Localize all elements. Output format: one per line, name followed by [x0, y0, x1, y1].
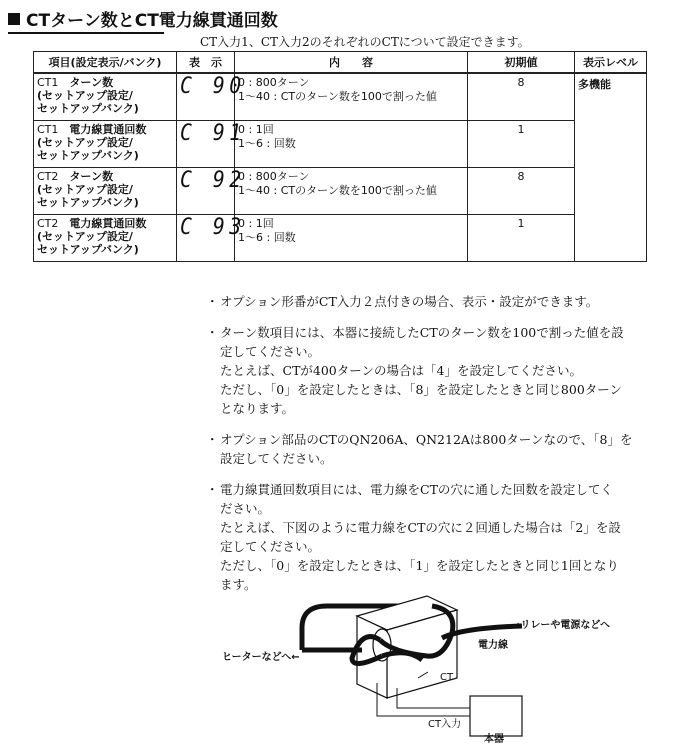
table-row — [34, 168, 647, 215]
item-cell — [34, 73, 177, 121]
bullet-icon: ・ — [206, 432, 219, 447]
initial-value: 8 — [468, 168, 575, 215]
notes-list — [206, 292, 676, 606]
note-line: ただし、「0」を設定したときは、「8」を設定したときと同じ800ターン — [220, 382, 623, 397]
note-line: ます。 — [220, 577, 257, 592]
note-item — [206, 292, 676, 311]
display-level: 多機能 — [575, 73, 647, 262]
content-line: 0 : 800ターン — [238, 170, 310, 183]
note-line: 電力線貫通回数項目には、電力線をCTの穴に通した回数を設定してく — [220, 482, 613, 497]
note-line: オプション形番がCT入力２点付きの場合、表示・設定ができます。 — [220, 294, 599, 309]
display-cell — [177, 73, 246, 121]
item-bank: (セットアップ設定/ — [37, 230, 133, 243]
ct-label: CT1 — [37, 76, 59, 89]
table-row — [34, 73, 647, 121]
content-cell — [235, 121, 468, 168]
content-cell — [235, 73, 468, 121]
initial-value: 1 — [468, 215, 575, 262]
bullet-icon: ・ — [206, 325, 219, 340]
settings-table — [33, 51, 647, 262]
powerline-label: 電力線 — [478, 640, 508, 651]
item-bank: セットアップバンク) — [37, 243, 139, 256]
content-line: 1～6 : 回数 — [238, 137, 296, 150]
note-line: ターン数項目には、本器に接続したCTのターン数を100で割った値を設 — [220, 325, 624, 340]
display-cell — [177, 121, 246, 168]
item-bank: (セットアップ設定/ — [37, 183, 133, 196]
note-line: 定してください。 — [220, 539, 321, 554]
title-underline — [8, 32, 164, 34]
content-line: 0 : 800ターン — [238, 76, 310, 89]
note-line: となります。 — [220, 401, 295, 416]
note-line: たとえば、下図のように電力線をCTの穴に２回通した場合は「2」を設 — [220, 520, 621, 535]
ct-wiring-diagram — [222, 588, 642, 743]
segment-display: C 93 — [180, 215, 246, 240]
bullet-icon: ・ — [206, 294, 219, 309]
note-line: ただし、「0」を設定したときは、「1」を設定したときと同じ1回となり — [220, 558, 619, 573]
table-header-row — [34, 52, 647, 74]
header-content: 内 容 — [235, 52, 468, 74]
item-cell — [34, 121, 177, 168]
table-row — [34, 121, 647, 168]
header-item: 項目(設定表示/バンク) — [34, 52, 177, 74]
item-name: ターン数 — [69, 76, 114, 89]
relay-label: →リレーや電源などへ — [512, 620, 610, 631]
item-bank: (セットアップ設定/ — [37, 89, 133, 102]
content-line: 0 : 1回 — [238, 217, 274, 230]
item-cell — [34, 215, 177, 262]
ct-label: CT2 — [37, 217, 59, 230]
item-bank: (セットアップ設定/ — [37, 136, 133, 149]
item-bank: セットアップバンク) — [37, 149, 139, 162]
note-line: たとえば、CTが400ターンの場合は「4」を設定してください。 — [220, 363, 582, 378]
note-item — [206, 323, 676, 418]
item-name: 電力線貫通回数 — [69, 217, 147, 230]
segment-display: C 91 — [180, 121, 246, 146]
note-item — [206, 480, 676, 594]
device-label: 本器 — [484, 734, 504, 745]
note-line: ださい。 — [220, 501, 271, 516]
subtitle: CT入力1、CT入力2のそれぞれのCTについて設定できます。 — [200, 35, 530, 49]
bullet-icon: ・ — [206, 482, 219, 497]
content-cell — [235, 168, 468, 215]
item-bank: セットアップバンク) — [37, 102, 139, 115]
note-item — [206, 430, 676, 468]
header-initial: 初期値 — [468, 52, 575, 74]
content-cell — [235, 215, 468, 262]
content-line: 1～40 : CTのターン数を100で割った値 — [238, 90, 437, 103]
segment-display: C 90 — [180, 74, 246, 99]
item-name: 電力線貫通回数 — [69, 123, 147, 136]
ct-label: CT1 — [37, 123, 59, 136]
note-line: 設定してください。 — [220, 451, 333, 466]
header-level: 表示レベル — [575, 52, 647, 74]
section-title — [8, 6, 278, 31]
note-line: オプション部品のCTのQN206A、QN212Aは800ターンなので、「8」を — [220, 432, 633, 447]
item-cell — [34, 168, 177, 215]
header-display: 表 示 — [177, 52, 235, 74]
ct-label: CT2 — [37, 170, 59, 183]
title-square-icon — [8, 13, 20, 25]
content-line: 1～40 : CTのターン数を100で割った値 — [238, 184, 437, 197]
note-line: 定してください。 — [220, 344, 321, 359]
item-bank: セットアップバンク) — [37, 196, 139, 209]
initial-value: 1 — [468, 121, 575, 168]
heater-label: ヒーターなどへ← — [222, 652, 300, 663]
display-cell — [177, 215, 246, 262]
content-line: 1～6 : 回数 — [238, 231, 296, 244]
ct-input-label: CT入力 — [428, 719, 462, 730]
item-name: ターン数 — [69, 170, 114, 183]
ct-label: CT — [440, 672, 454, 683]
initial-value: 8 — [468, 73, 575, 121]
segment-display: C 92 — [180, 168, 246, 193]
content-line: 0 : 1回 — [238, 123, 274, 136]
display-cell — [177, 168, 246, 215]
table-row — [34, 215, 647, 262]
title-text: CTターン数とCT電力線貫通回数 — [26, 11, 278, 31]
